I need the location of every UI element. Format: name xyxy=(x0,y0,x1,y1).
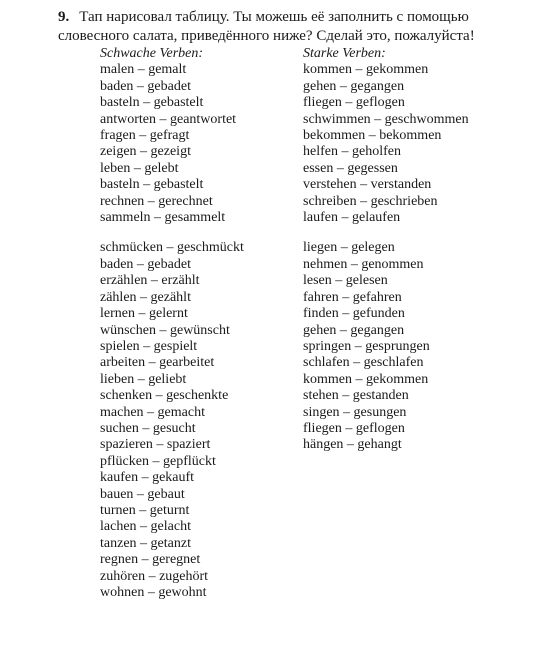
strong-verb-pair: laufen – gelaufen xyxy=(303,210,401,226)
weak-verb-pair: schmücken – geschmückt xyxy=(100,240,244,256)
weak-verb-pair: wünschen – gewünscht xyxy=(100,322,230,338)
weak-verb-pair: schenken – geschenkte xyxy=(100,388,229,404)
weak-verb-pair: baden – gebadet xyxy=(100,256,191,272)
strong-verbs-group-2 xyxy=(303,240,503,453)
strong-verbs-column xyxy=(303,46,503,454)
strong-verb-pair: schlafen – geschlafen xyxy=(303,355,424,371)
weak-verb-pair: arbeiten – gearbeitet xyxy=(100,355,215,371)
weak-verb-pair: sammeln – gesammelt xyxy=(100,210,226,226)
weak-verb-pair: turnen – geturnt xyxy=(100,502,190,518)
weak-verbs-header: Schwache Verben: xyxy=(100,46,204,61)
task-text: Тап нарисовал таблицу. Ты можешь её заполнить с помощью словесного салата, приведённого ниже? Сделай это, пожалуйста! xyxy=(58,9,475,44)
weak-verb-pair: baden – gebadet xyxy=(100,78,191,94)
strong-verb-pair: lesen – gelesen xyxy=(303,273,388,289)
strong-verb-pair: finden – gefunden xyxy=(303,306,405,322)
strong-verb-pair: schwimmen – geschwommen xyxy=(303,111,469,127)
strong-verb-pair: fliegen – geflogen xyxy=(303,420,405,436)
strong-verb-pair: gehen – gegangen xyxy=(303,78,405,94)
weak-verb-pair: antworten – geantwortet xyxy=(100,111,237,127)
strong-verb-pair: kommen – gekommen xyxy=(303,62,429,78)
weak-verb-pair: kaufen – gekauft xyxy=(100,470,195,486)
weak-verb-pair: suchen – gesucht xyxy=(100,420,196,436)
strong-verb-pair: kommen – gekommen xyxy=(303,371,429,387)
strong-verb-pair: bekommen – bekommen xyxy=(303,128,442,144)
weak-verb-pair: machen – gemacht xyxy=(100,404,205,420)
weak-verb-pair: regnen – geregnet xyxy=(100,552,201,568)
weak-verbs-group-1 xyxy=(100,62,290,226)
weak-verbs-group-2 xyxy=(100,240,290,601)
strong-verb-pair: liegen – gelegen xyxy=(303,240,395,256)
weak-verb-pair: lieben – geliebt xyxy=(100,371,187,387)
weak-verb-pair: lachen – gelacht xyxy=(100,519,191,535)
strong-verb-pair: singen – gesungen xyxy=(303,404,407,420)
weak-verbs-column xyxy=(100,46,290,601)
weak-verb-pair: spazieren – spaziert xyxy=(100,437,211,453)
weak-verb-pair: zählen – gezählt xyxy=(100,289,191,305)
strong-verb-pair: springen – gesprungen xyxy=(303,338,430,354)
weak-verb-pair: leben – gelebt xyxy=(100,160,179,176)
strong-verb-pair: gehen – gegangen xyxy=(303,322,405,338)
weak-verb-pair: zeigen – gezeigt xyxy=(100,144,191,160)
strong-verb-pair: fahren – gefahren xyxy=(303,289,402,305)
strong-verb-pair: stehen – gestanden xyxy=(303,388,409,404)
strong-verb-pair: hängen – gehangt xyxy=(303,437,402,453)
weak-verb-pair: pflücken – gepflückt xyxy=(100,453,216,469)
weak-verb-pair: basteln – gebastelt xyxy=(100,95,204,111)
task-instruction xyxy=(58,8,528,46)
strong-verb-pair: essen – gegessen xyxy=(303,160,398,176)
weak-verb-pair: tanzen – getanzt xyxy=(100,535,191,551)
strong-verb-pair: fliegen – geflogen xyxy=(303,95,405,111)
strong-verbs-header: Starke Verben: xyxy=(303,46,386,61)
strong-verb-pair: verstehen – verstanden xyxy=(303,177,432,193)
weak-verb-pair: erzählen – erzählt xyxy=(100,273,200,289)
strong-verbs-group-1 xyxy=(303,62,503,226)
weak-verb-pair: zuhören – zugehört xyxy=(100,568,209,584)
weak-verb-pair: bauen – gebaut xyxy=(100,486,185,502)
strong-verb-pair: helfen – geholfen xyxy=(303,144,401,160)
task-number: 9. xyxy=(58,9,70,25)
strong-verb-pair: nehmen – genommen xyxy=(303,256,424,272)
weak-verb-pair: rechnen – gerechnet xyxy=(100,193,213,209)
weak-verb-pair: fragen – gefragt xyxy=(100,128,190,144)
weak-verb-pair: basteln – gebastelt xyxy=(100,177,204,193)
weak-verb-pair: malen – gemalt xyxy=(100,62,187,78)
strong-verb-pair: schreiben – geschrieben xyxy=(303,193,438,209)
weak-verb-pair: wohnen – gewohnt xyxy=(100,585,207,600)
weak-verb-pair: spielen – gespielt xyxy=(100,338,198,354)
weak-verb-pair: lernen – gelernt xyxy=(100,306,188,322)
